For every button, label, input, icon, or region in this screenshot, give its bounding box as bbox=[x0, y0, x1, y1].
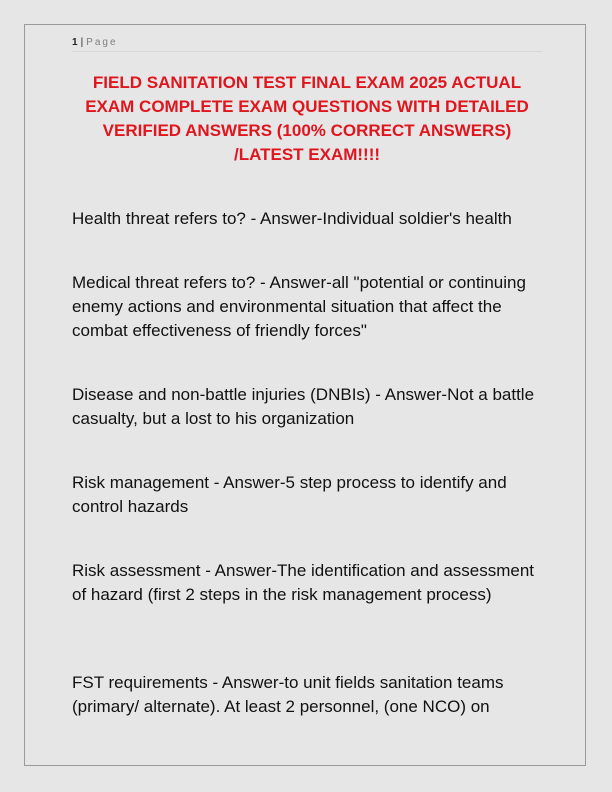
qa-item-risk-assessment: Risk assessment - Answer-The identification and assessment of hazard (first 2 steps in the risk management process) bbox=[72, 561, 535, 604]
document-title: FIELD SANITATION TEST FINAL EXAM 2025 ACTUAL EXAM COMPLETE EXAM QUESTIONS WITH DETAILED VERIFIED ANSWERS (100% CORRECT ANSWERS) /LATEST EXAM!!!! bbox=[85, 73, 529, 164]
qa-item-dnbi: Disease and non-battle injuries (DNBIs) - Answer-Not a battle casualty, but a lost to his organization bbox=[72, 385, 535, 428]
qa-item-medical-threat: Medical threat refers to? - Answer-all "potential or continuing enemy actions and environmental situation that affect the combat effectiveness of friendly forces" bbox=[72, 273, 526, 340]
page-number: 1 bbox=[72, 37, 78, 48]
header-separator: | bbox=[80, 37, 84, 48]
qa-item-health-threat: Health threat refers to? - Answer-Individual soldier's health bbox=[72, 209, 512, 228]
qa-item-risk-management: Risk management - Answer-5 step process to identify and control hazards bbox=[72, 473, 507, 516]
page-header bbox=[72, 37, 542, 52]
page-label: Page bbox=[86, 37, 118, 48]
qa-item-fst-requirements: FST requirements - Answer-to unit fields sanitation teams (primary/ alternate). At least 2 personnel, (one NCO) on bbox=[72, 673, 504, 716]
